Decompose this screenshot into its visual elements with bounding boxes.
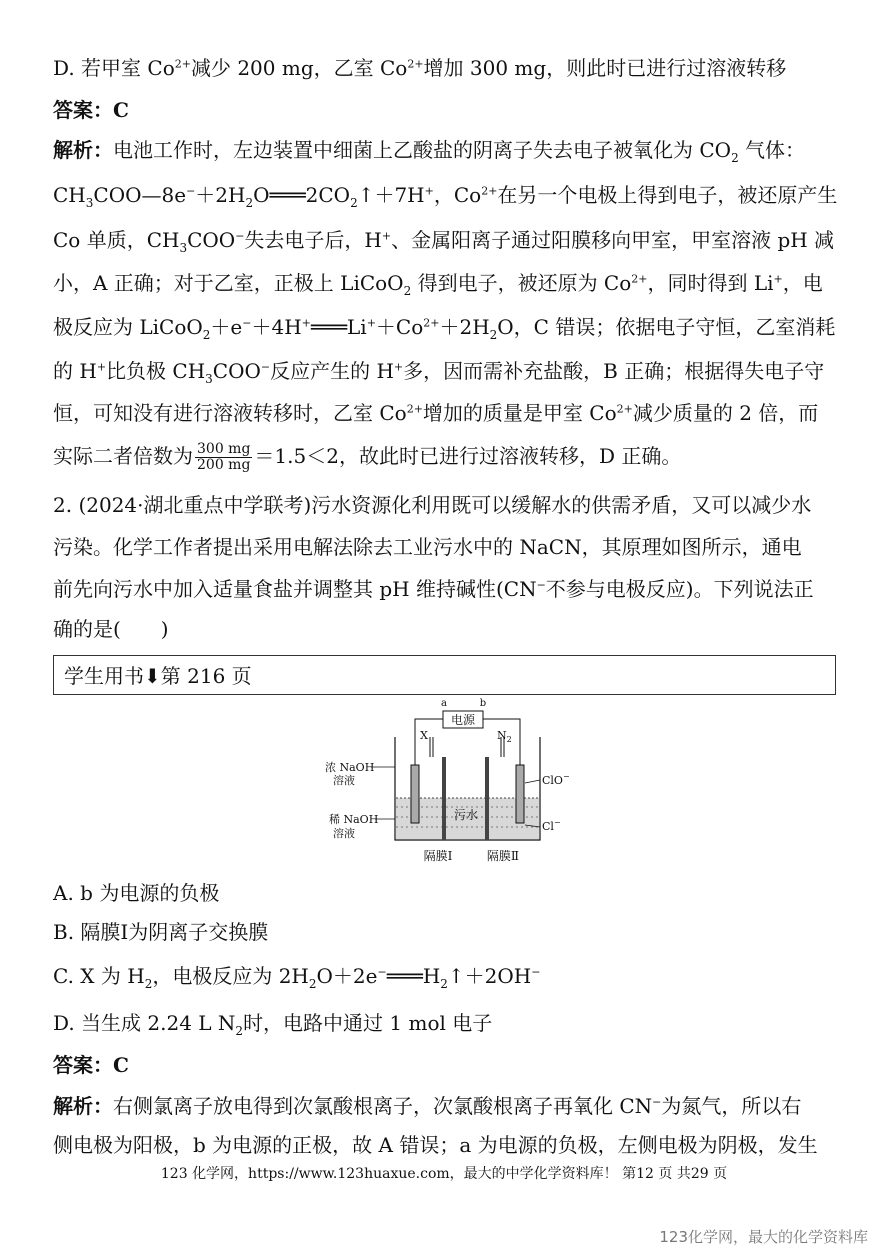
wastewater-label: 污水 [453,808,479,822]
explanation-1-line-5: 极反应为 $LiCoO_2+e^-+4H^+═══Li^++Co^{2+}+2H_2O$，C 错误；依据电子守恒，乙室消耗 [53,315,836,342]
textbook-page-box [53,655,836,695]
membrane-2 [485,757,489,840]
gas-x-label: X [420,729,428,742]
explanation-1-line-6: 的 H+比负极 $CH_3COO^-$反应产生的 H+多，因而需补充盐酸，B 正确；根据得失电子守 [53,359,825,386]
dil-naoh-label-2: 溶液 [333,827,355,840]
option-a: A. b 为电源的负极 [53,881,220,905]
question-2-line-4: 确的是( ) [53,617,169,641]
option-b: B. 隔膜Ⅰ为阴离子交换膜 [53,920,269,944]
conc-naoh-label-1: 浓 NaOH [325,761,375,774]
terminal-a-label: a [441,698,447,709]
explanation-2-line-1: 解析：右侧氯离子放电得到次氯酸根离子，次氯酸根离子再氧化 CN−为氮气，所以右 [53,1094,802,1118]
option-c: C. X 为 $H_2$，电极反应为 $2H_2O+2e^-═══H_2↑+2OH^-$ [53,964,541,991]
explanation-1-line-3: Co 单质，$CH_3COO^-$失去电子后，H+、金属阳离子通过阳膜移向甲室，甲室溶液 pH 减 [53,228,835,255]
electrolysis-diagram [325,695,575,867]
dil-naoh-label-1: 稀 NaOH [329,813,379,826]
membrane-2-label: 隔膜Ⅱ [486,849,520,863]
textbook-page-label: 学生用书⬇第 216 页 [64,664,252,688]
cl-label: Cl− [542,818,561,833]
wire-left [415,719,443,765]
explanation-1-line-7: 恒，可知没有进行溶液转移时，乙室 $Co^{2+}$增加的质量是甲室 $Co^{2+}$减少质量的 2 倍，而 [53,401,819,425]
gas-n2-label: $N_2$ [497,729,512,744]
left-electrode [411,765,419,823]
membrane-1 [442,757,446,840]
question-2-line-2: 污染。化学工作者提出采用电解法除去工业污水中的 NaCN，其原理如图所示，通电 [53,535,802,559]
answer-1: 答案：C [53,98,129,122]
page-footer: 123 化学网，https://www.123huaxue.com，最大的中学化学资料库！ 第12 页 共29 页 [160,1166,728,1182]
option-d: D. 当生成 2.24 L $N_2$时，电路中通过 1 mol 电子 [53,1011,493,1038]
option-d-previous: D. 若甲室 $Co^{2+}$减少 200 mg，乙室 $Co^{2+}$增加 300 mg，则此时已进行过溶液转移 [53,56,787,80]
terminal-b-label: b [479,698,487,709]
power-source-label: 电源 [450,713,476,727]
membrane-1-label: 隔膜Ⅰ [423,849,453,863]
question-2-line-1: 2. (2024·湖北重点中学联考)污水资源化利用既可以缓解水的供需矛盾，又可以减少水 [53,493,812,517]
explanation-2-line-2: 侧电极为阳极，b 为电源的正极，故 A 错误；a 为电源的负极，左侧电极为阴极，发生 [53,1133,818,1157]
answer-2: 答案：C [53,1053,129,1077]
watermark: 123化学网，最大的化学资料库 [659,1228,868,1246]
conc-naoh-label-2: 溶液 [333,774,355,787]
explanation-1-line-2: $CH_3COO—8e^-+2H_2O═══2CO_2↑+7H^+$，$Co^{2+}$在另一个电极上得到电子，被还原产生 [53,183,838,210]
explanation-1-line-8: 实际二者倍数为 $\frac{300 mg}{200 mg}$ ＝1.5＜2，故此时已进行过溶液转移，D 正确。 [53,441,682,473]
question-2-line-3: 前先向污水中加入适量食盐并调整其 pH 维持碱性(CN−不参与电极反应)。下列说法正 [53,577,814,601]
explanation-1-line-1: 解析：电池工作时，左边装置中细菌上乙酸盐的阴离子失去电子被氧化为 $CO_2$ 气体： [53,138,806,165]
clo-label: ClO− [542,772,570,787]
right-electrode [516,765,524,823]
explanation-1-line-4: 小，A 正确；对于乙室，正极上 LiCoO$_2$ 得到电子，被还原为 $Co^{2+}$，同时得到 Li+，电 [53,271,823,298]
fraction: $\frac{300 mg}{200 mg}$ [197,441,251,473]
